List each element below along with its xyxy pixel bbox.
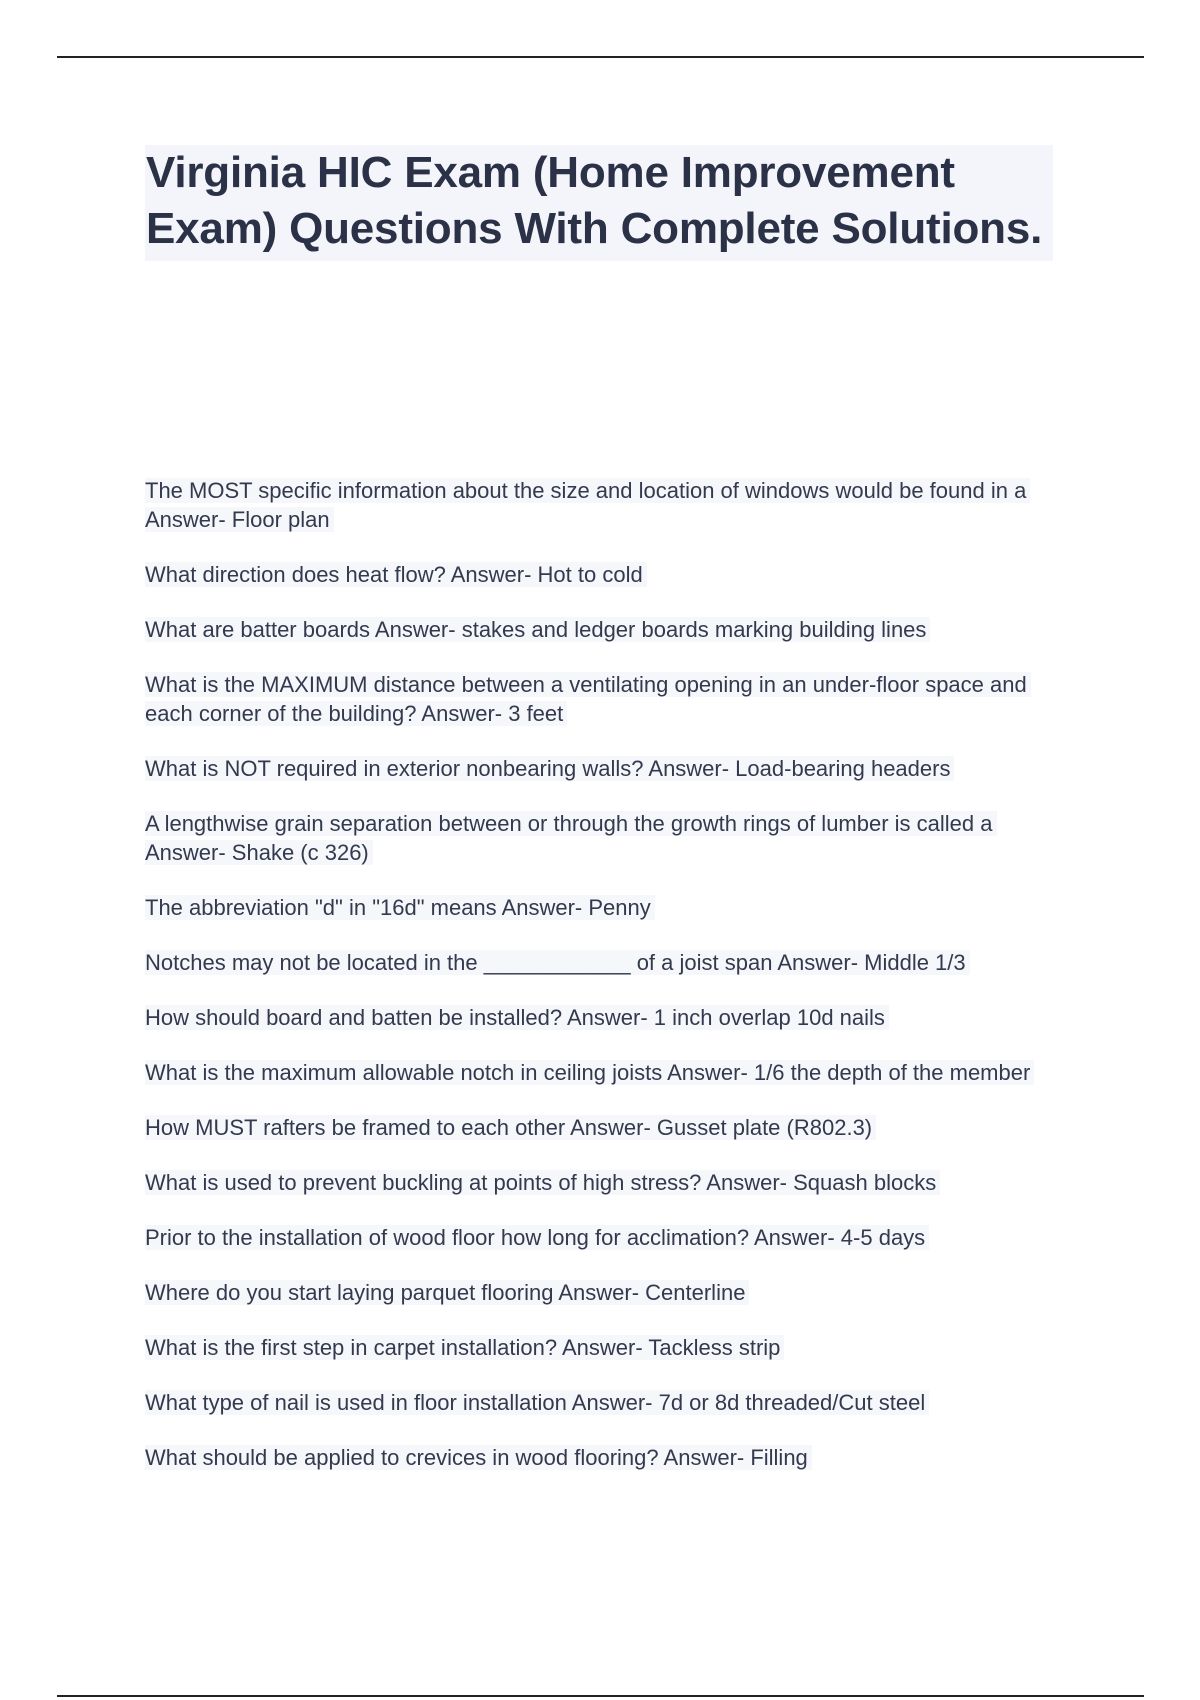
list-item — [145, 1113, 1045, 1142]
list-item — [145, 670, 1045, 728]
question-answer-list — [145, 476, 1045, 1498]
list-item — [145, 560, 1045, 589]
list-item — [145, 1223, 1045, 1252]
list-item — [145, 1003, 1045, 1032]
question-answer-text: Prior to the installation of wood floor how long for acclimation? Answer- 4-5 days — [145, 1225, 929, 1250]
question-answer-text: Notches may not be located in the ____________ of a joist span Answer- Middle 1/3 — [145, 950, 970, 975]
list-item — [145, 615, 1045, 644]
header-rule — [57, 56, 1144, 58]
list-item — [145, 1388, 1045, 1417]
list-item — [145, 1333, 1045, 1362]
list-item — [145, 893, 1045, 922]
question-answer-text: What is the first step in carpet installation? Answer- Tackless strip — [145, 1335, 784, 1360]
question-answer-text: The MOST specific information about the size and location of windows would be found in a Answer- Floor plan — [145, 478, 1030, 532]
title-block — [145, 145, 1053, 261]
question-answer-text: What direction does heat flow? Answer- Hot to cold — [145, 562, 647, 587]
question-answer-text: A lengthwise grain separation between or through the growth rings of lumber is called a Answer- Shake (c 326) — [145, 811, 997, 865]
question-answer-text: What is used to prevent buckling at points of high stress? Answer- Squash blocks — [145, 1170, 940, 1195]
list-item — [145, 948, 1045, 977]
question-answer-text: What type of nail is used in floor installation Answer- 7d or 8d threaded/Cut steel — [145, 1390, 929, 1415]
question-answer-text: How MUST rafters be framed to each other Answer- Gusset plate (R802.3) — [145, 1115, 876, 1140]
list-item — [145, 476, 1045, 534]
list-item — [145, 754, 1045, 783]
list-item — [145, 1168, 1045, 1197]
question-answer-text: What is the maximum allowable notch in ceiling joists Answer- 1/6 the depth of the member — [145, 1060, 1034, 1085]
document-title: Virginia HIC Exam (Home Improvement Exam) Questions With Complete Solutions. — [146, 148, 1043, 253]
footer-rule — [57, 1695, 1144, 1697]
question-answer-text: How should board and batten be installed? Answer- 1 inch overlap 10d nails — [145, 1005, 889, 1030]
question-answer-text: Where do you start laying parquet flooring Answer- Centerline — [145, 1280, 749, 1305]
question-answer-text: What should be applied to crevices in wood flooring? Answer- Filling — [145, 1445, 812, 1470]
question-answer-text: What are batter boards Answer- stakes and ledger boards marking building lines — [145, 617, 930, 642]
question-answer-text: What is NOT required in exterior nonbearing walls? Answer- Load-bearing headers — [145, 756, 954, 781]
question-answer-text: The abbreviation "d" in "16d" means Answer- Penny — [145, 895, 655, 920]
list-item — [145, 1278, 1045, 1307]
question-answer-text: What is the MAXIMUM distance between a ventilating opening in an under-floor space and each corner of the building? Answer- 3 feet — [145, 672, 1031, 726]
list-item — [145, 1443, 1045, 1472]
list-item — [145, 1058, 1045, 1087]
list-item — [145, 809, 1045, 867]
